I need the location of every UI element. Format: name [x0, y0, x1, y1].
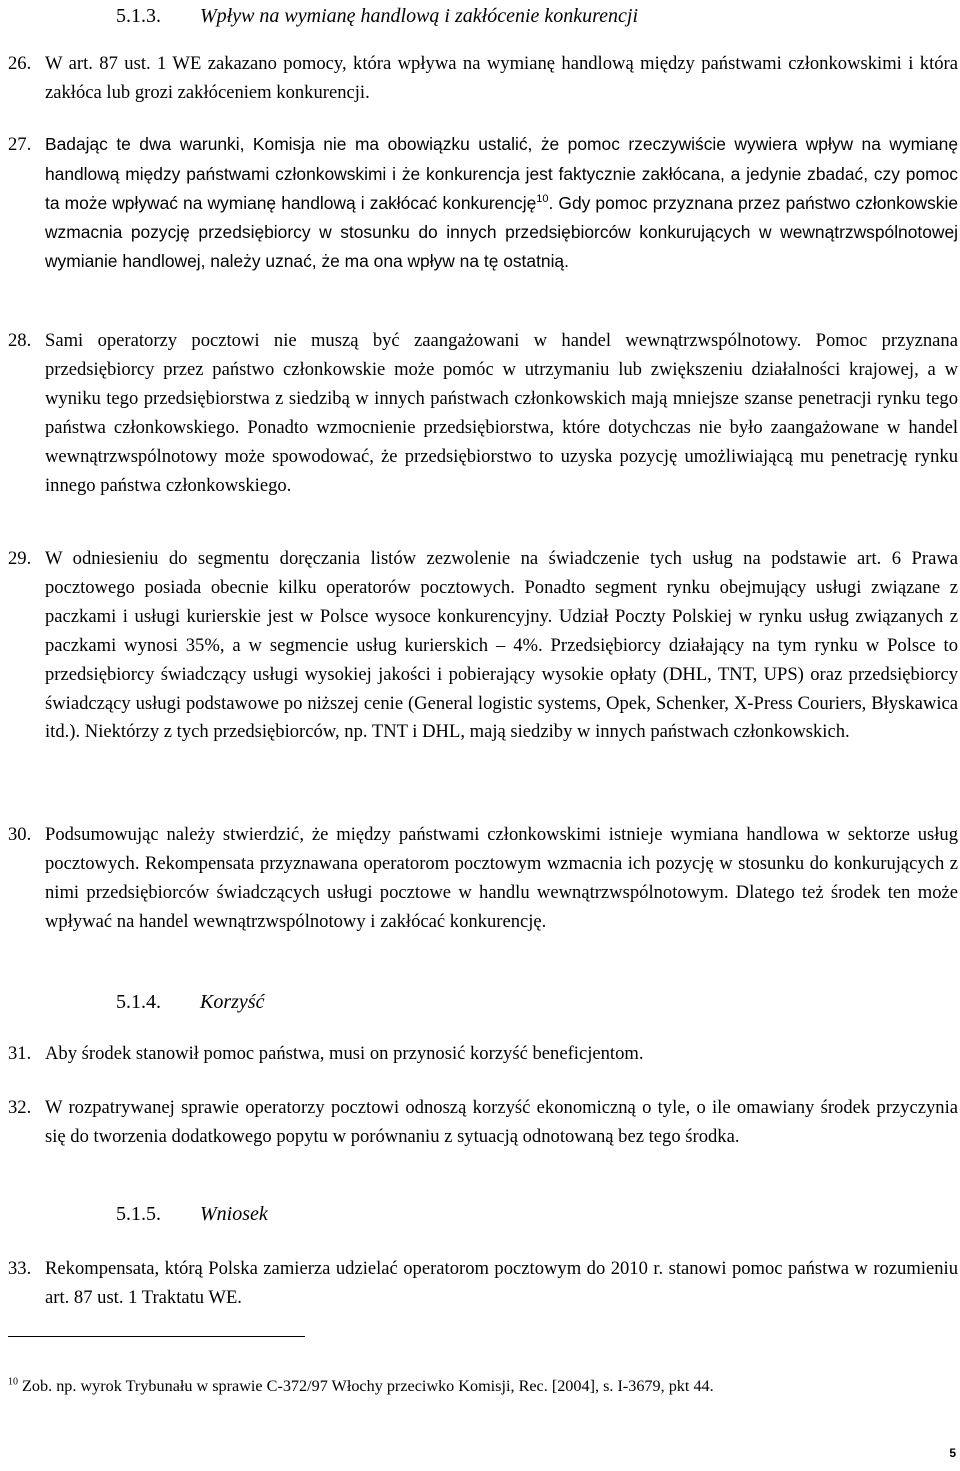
paragraph-text-part-2: . Gdy pomoc przyznana przez państwo członkowskie wzmacnia pozycję przedsiębiorcy w stosunku do innych przedsiębiorców konkurujących w wewnątrzwspólnotowej wymianie handlowej, należy uznać, że ma ona wpływ na tę ostatnią.: [45, 192, 958, 271]
paragraph-29: [8, 545, 958, 747]
heading-number: 5.1.5.: [116, 1203, 161, 1225]
section-heading-5-1-5: [116, 1200, 268, 1228]
footnote-marker: 10: [8, 1376, 18, 1388]
paragraph-number: 33.: [8, 1258, 32, 1279]
paragraph-33: [8, 1255, 958, 1313]
page-number: 5: [949, 1446, 956, 1460]
paragraph-26: [8, 50, 958, 108]
paragraph-32: [8, 1094, 958, 1152]
paragraph-text: W odniesieniu do segmentu doręczania listów zezwolenie na świadczenie tych usług na podstawie art. 6 Prawa pocztowego posiada obecnie kilku operatorów pocztowych. Ponadto segment rynku obejmujący usługi związane z paczkami i usługi kurierskie jest w Polsce wysoce konkurencyjny. Udział Poczty Polskiej w rynku usług związanych z paczkami wynosi 35%, a w segmencie usług kurierskich – 4%. Przedsiębiorcy działający na tym rynku w Polsce to przedsiębiorcy świadczący usługi wysokiej jakości i pobierający wysokie opłaty (DHL, TNT, UPS) oraz przedsiębiorcy świadczący usługi podstawowe po niższej cenie (General logistic systems, Opek, Schenker, X-Press Couriers, Błyskawica itd.). Niektórzy z tych przedsiębiorców, np. TNT i DHL, mają siedziby w innych państwach członkowskich.: [45, 548, 958, 743]
paragraph-28: [8, 327, 958, 500]
paragraph-27: [8, 130, 958, 276]
paragraph-number: 31.: [8, 1043, 32, 1064]
paragraph-30: [8, 821, 958, 937]
section-heading-5-1-3: [116, 2, 638, 30]
paragraph-text: Podsumowując należy stwierdzić, że między państwami członkowskimi istnieje wymiana handlowa w sektorze usług pocztowych. Rekompensata przyznawana operatorom pocztowym wzmacnia ich pozycję w stosunku do konkurujących z nimi przedsiębiorców świadczących usługi pocztowe w handlu wewnątrzwspólnotowym. Dlatego też środek ten może wpływać na handel wewnątrzwspólnotowy i zakłócać konkurencję.: [45, 824, 958, 932]
heading-title: Korzyść: [200, 991, 265, 1013]
footnote-separator: [8, 1336, 305, 1337]
paragraph-number: 30.: [8, 824, 32, 845]
heading-number: 5.1.4.: [116, 991, 161, 1013]
heading-number: 5.1.3.: [116, 5, 161, 27]
paragraph-text: Rekompensata, którą Polska zamierza udzielać operatorom pocztowym do 2010 r. stanowi pomoc państwa w rozumieniu art. 87 ust. 1 Traktatu WE.: [45, 1258, 958, 1308]
paragraph-number: 29.: [8, 548, 32, 569]
footnote: [8, 1375, 714, 1397]
paragraph-text: W art. 87 ust. 1 WE zakazano pomocy, która wpływa na wymianę handlową między państwami członkowskimi i która zakłóca lub grozi zakłóceniem konkurencji.: [45, 53, 958, 103]
section-heading-5-1-4: [116, 988, 264, 1016]
paragraph-number: 28.: [8, 330, 32, 351]
heading-title: Wpływ na wymianę handlową i zakłócenie konkurencji: [200, 5, 639, 27]
paragraph-text: Aby środek stanowił pomoc państwa, musi on przynosić korzyść beneficjentom.: [45, 1043, 644, 1064]
footnote-text: Zob. np. wyrok Trybunału w sprawie C-372/97 Włochy przeciwko Komisji, Rec. [2004], s. I-3679, pkt 44.: [22, 1377, 714, 1395]
paragraph-text-part-1: Badając te dwa warunki, Komisja nie ma obowiązku ustalić, że pomoc rzeczywiście wywiera wpływ na wymianę handlową między państwami członkowskimi i że konkurencja jest faktycznie zakłócana, a jedynie zbadać, czy pomoc ta może wpływać na wymianę handlową i zakłócać konkurencję: [45, 134, 958, 213]
paragraph-number: 27.: [8, 134, 32, 155]
paragraph-31: [8, 1040, 958, 1069]
footnote-reference[interactable]: 10: [536, 193, 549, 206]
paragraph-text: Sami operatorzy pocztowi nie muszą być zaangażowani w handel wewnątrzwspólnotowy. Pomoc przyznana przedsiębiorcy przez państwo członkowskie może pomóc w utrzymaniu lub zwiększeniu działalności krajowej, a w wyniku tego przedsiębiorstwa z siedzibą w innych państwach członkowskich mają mniejsze szanse penetracji rynku tego państwa członkowskiego. Ponadto wzmocnienie przedsiębiorstwa, które dotychczas nie było zaangażowane w handel wewnątrzwspólnotowy może spowodować, że przedsiębiorstwo to uzyska pozycję umożliwiającą mu penetrację rynku innego państwa członkowskiego.: [45, 330, 958, 496]
paragraph-text: W rozpatrywanej sprawie operatorzy pocztowi odnoszą korzyść ekonomiczną o tyle, o ile omawiany środek przyczynia się do tworzenia dodatkowego popytu w porównaniu z sytuacją odnotowaną bez tego środka.: [45, 1097, 958, 1147]
heading-title: Wniosek: [200, 1203, 268, 1225]
paragraph-number: 32.: [8, 1097, 32, 1118]
paragraph-number: 26.: [8, 53, 32, 74]
